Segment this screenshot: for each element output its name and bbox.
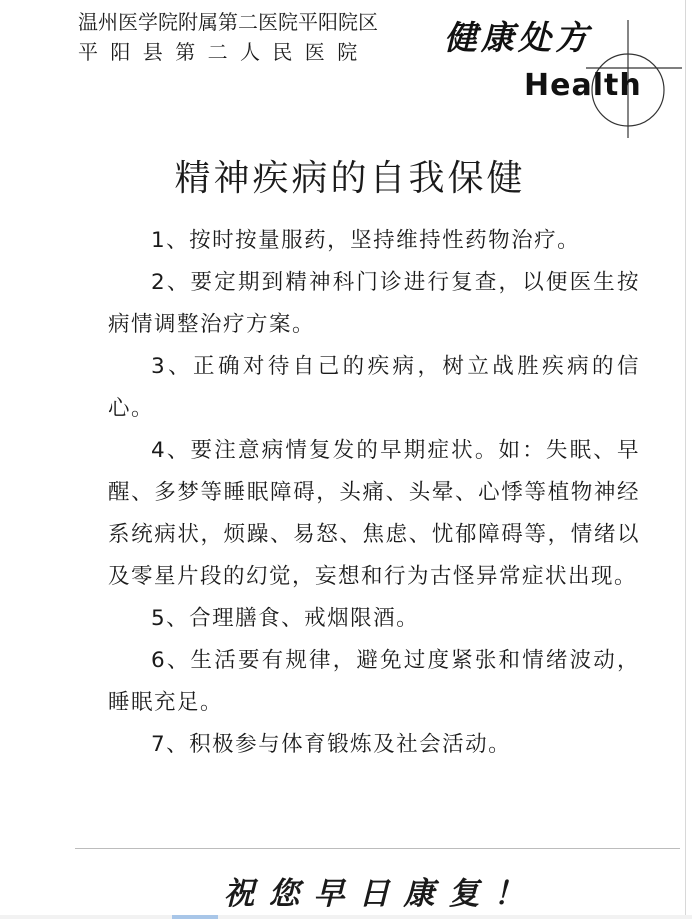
- list-item: 4、要注意病情复发的早期症状。如：失眠、早醒、多梦等睡眠障碍，头痛、头晕、心悸等植物神经系统病状，烦躁、易怒、焦虑、忧郁障碍等，情绪以及零星片段的幻觉，妄想和行为古怪异常症状出现。: [108, 438, 640, 589]
- logo-title-cn: 健康处方: [444, 18, 592, 57]
- bottom-scroll-edge: [0, 915, 692, 919]
- health-tips-list: [108, 220, 640, 766]
- page-title: 精神疾病的自我保健: [174, 158, 526, 199]
- list-item: 3、正确对待自己的疾病，树立战胜疾病的信心。: [108, 354, 640, 421]
- logo-title-en: Health: [524, 68, 642, 103]
- hospital-name-line1: 温州医学院附属第二医院平阳院区: [78, 10, 378, 34]
- scrollbar-thumb[interactable]: [172, 915, 218, 919]
- list-item: 2、要定期到精神科门诊进行复查，以便医生按病情调整治疗方案。: [108, 270, 640, 337]
- list-item: 1、按时按量服药，坚持维持性药物治疗。: [151, 228, 581, 253]
- list-item: 5、合理膳食、戒烟限酒。: [151, 606, 420, 631]
- page-border: [685, 0, 686, 919]
- footer-wish: 祝您早日康复！: [223, 876, 539, 912]
- list-item: 7、积极参与体育锻炼及社会活动。: [151, 732, 512, 757]
- hospital-name-line2: 平阳县第二人民医院: [78, 40, 370, 64]
- list-item: 6、生活要有规律，避免过度紧张和情绪波动，睡眠充足。: [108, 648, 640, 715]
- footer-divider: [75, 848, 680, 849]
